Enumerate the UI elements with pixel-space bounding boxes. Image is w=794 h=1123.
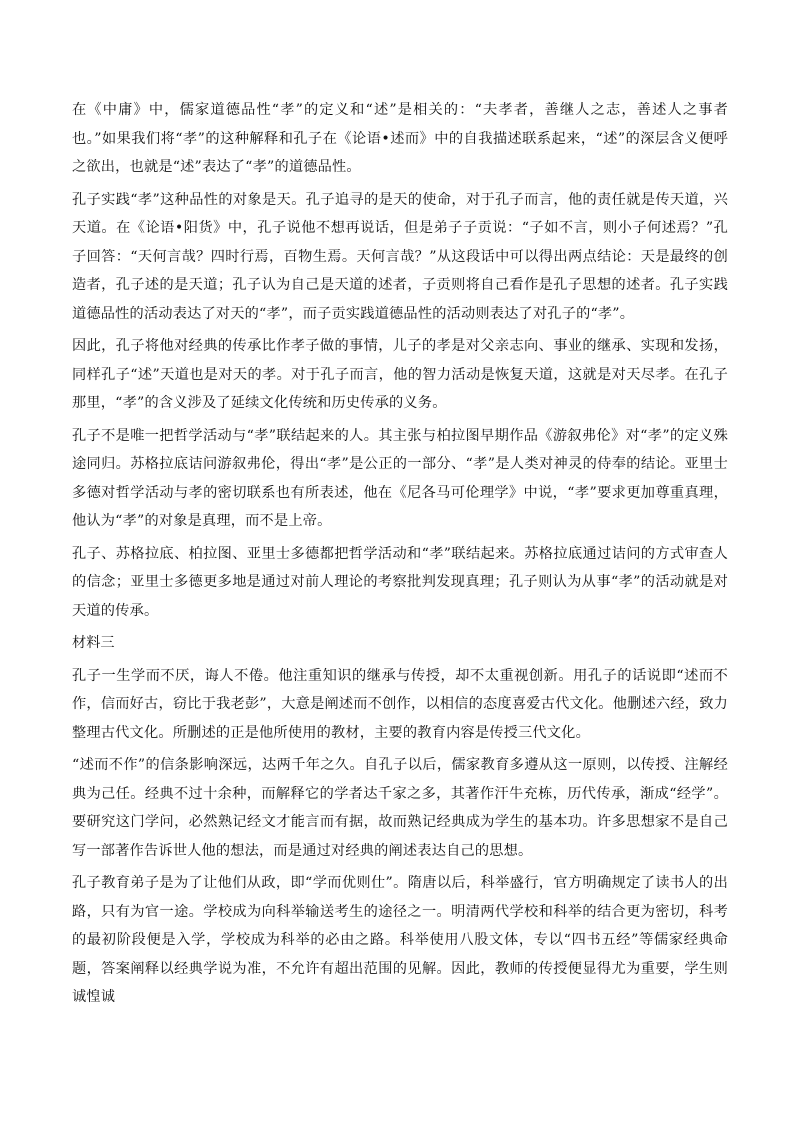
paragraph-4: 孔子不是唯一把哲学活动与“孝”联结起来的人。其主张与柏拉图早期作品《游叙弗伦》对“孝”的定义殊途同归。苏格拉底诘问游叙弗伦，得出“孝”是公正的一部分、“孝”是人类对神灵的侍奉的结论。亚里士多德对哲学活动与孝的密切联系也有所表述，他在《尼各马可伦理学》中说，“孝”要求更加尊重真理，他认为“孝”的对象是真理，而不是上帝。 [72, 427, 728, 529]
paragraph-1: 在《中庸》中，儒家道德品性“孝”的定义和“述”是相关的：“夫孝者，善继人之志，善述人之事者也。”如果我们将“孝”的这种解释和孔子在《论语•述而》中的自我描述联系起来，“述”的深层含义便呼之欲出，也就是“述”表达了“孝”的道德品性。 [72, 102, 728, 175]
paragraph-8: 孔子教育弟子是为了让他们从政，即“学而优则仕”。隋唐以后，科举盛行，官方明确规定了读书人的出路，只有为官一途。学校成为向科举输送考生的途径之一。明清两代学校和科举的结合更为密切，科考的最初阶段便是入学，学校成为科举的必由之路。科举使用八股文体，专以“四书五经”等儒家经典命题，答案阐释以经典学说为准，不允许有超出范围的见解。因此，教师的传授便显得尤为重要，学生则诚惶诚 [72, 875, 728, 1005]
paragraph-2: 孔子实践“孝”这种品性的对象是天。孔子追寻的是天的使命，对于孔子而言，他的责任就是传天道，兴天道。在《论语•阳货》中，孔子说他不想再说话，但是弟子子贡说：“子如不言，则小子何述焉？”孔子回答：“天何言哉？四时行焉，百物生焉。天何言哉？”从这段话中可以得出两点结论：天是最终的创造者，孔子述的是天道；孔子认为自己是天道的述者，子贡则将自己看作是孔子思想的述者。孔子实践道德品性的活动表达了对天的“孝”，而子贡实践道德品性的活动则表达了对孔子的“孝”。 [72, 191, 728, 322]
section-heading: 材料三 [72, 635, 115, 651]
document-page [72, 96, 728, 1016]
paragraph-7: “述而不作”的信条影响深远，达两千年之久。自孔子以后，儒家教育多遵从这一原则，以传授、注解经典为己任。经典不过十余种，而解释它的学者达千家之多，其著作汗牛充栋，历代传承，渐成“经学”。要研究这门学问，必然熟记经文才能言而有据，故而熟记经典成为学生的基本功。许多思想家不是自己写一部著作告诉世人他的想法，而是通过对经典的阐述表达自己的思想。 [72, 757, 728, 859]
paragraph-5: 孔子、苏格拉底、柏拉图、亚里士多德都把哲学活动和“孝”联结起来。苏格拉底通过诘问的方式审查人的信念；亚里士多德更多地是通过对前人理论的考察批判发现真理；孔子则认为从事“孝”的活动就是对天道的传承。 [72, 545, 728, 619]
paragraph-3: 因此，孔子将他对经典的传承比作孝子做的事情，儿子的孝是对父亲志向、事业的继承、实现和发扬，同样孔子“述”天道也是对天的孝。对于孔子而言，他的智力活动是恢复天道，这就是对天尽孝。在孔子那里，“孝”的含义涉及了延续文化传统和历史传承的义务。 [72, 338, 728, 411]
paragraph-6: 孔子一生学而不厌，诲人不倦。他注重知识的继承与传授，却不太重视创新。用孔子的话说即“述而不作，信而好古，窃比于我老彭”，大意是阐述而不创作，以相信的态度喜爱古代文化。他删述六经，致力整理古代文化。所删述的正是他所使用的教材，主要的教育内容是传授三代文化。 [72, 667, 728, 741]
